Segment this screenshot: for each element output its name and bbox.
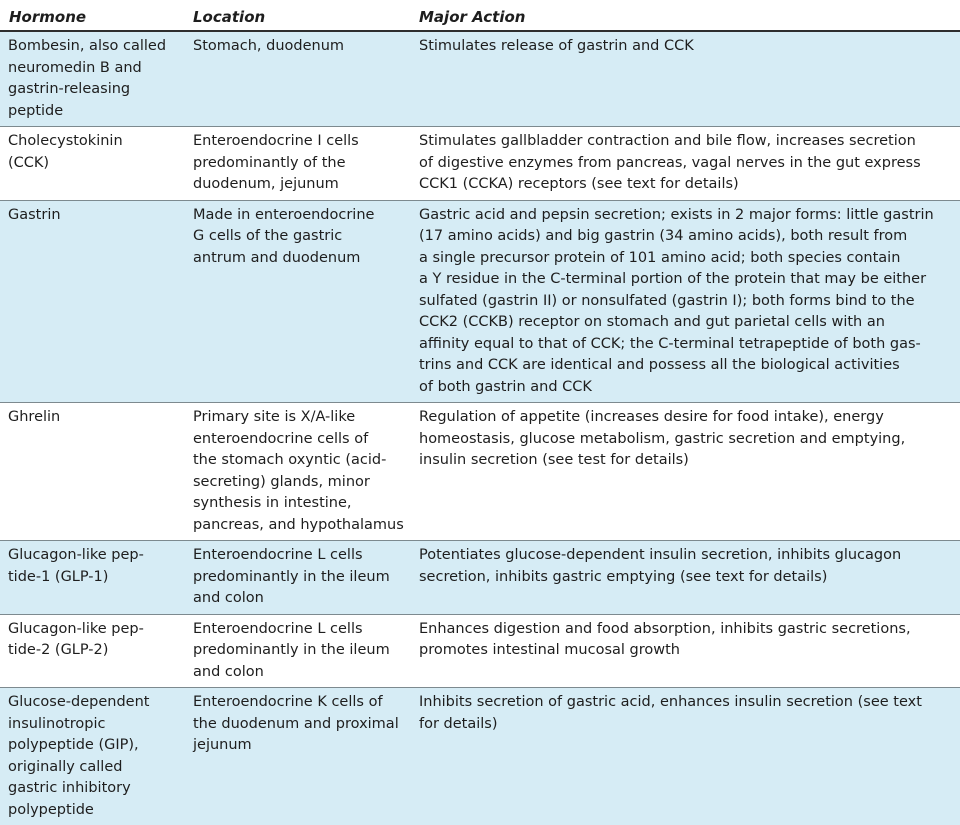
header-location: Location — [184, 0, 410, 31]
location-cell: Enteroendocrine L cells predominantly in the ileum and colon — [184, 541, 410, 615]
hormone-cell: Glucagon-like pep- tide-1 (GLP-1) — [0, 541, 184, 615]
location-cell: Made in enteroendocrine G cells of the gastric antrum and duodenum — [184, 200, 410, 403]
action-cell: Potentiates glucose-dependent insulin secretion, inhibits glucagon secretion, inhibits gastric emptying (see text for details) — [410, 541, 960, 615]
hormone-cell: Bombesin, also called neuromedin B and gastrin-releasing peptide — [0, 31, 184, 127]
action-cell: Gastric acid and pepsin secretion; exists in 2 major forms: little gastrin (17 amino acids) and big gastrin (34 amino acids), both result from a single precursor protein of 101 amino acid; both species contain a Y residue in the C-terminal portion of the protein that may be either sulfated (gastrin II) or nonsulfated (gastrin I); both forms bind to the CCK2 (CCKB) receptor on stomach and gut parietal cells with an affinity equal to that of CCK; the C-terminal tetrapeptide of both gas- trins and CCK are identical and possess all the biological activities of both gastrin and CCK — [410, 200, 960, 403]
table-row — [0, 200, 960, 403]
table-header — [0, 0, 960, 31]
location-cell: Enteroendocrine K cells of the duodenum and proximal jejunum — [184, 688, 410, 825]
table-row — [0, 614, 960, 688]
header-hormone: Hormone — [0, 0, 184, 31]
header-row — [0, 0, 960, 31]
hormone-cell: Glucose-dependent insulinotropic polypeptide (GIP), originally called gastric inhibitory polypeptide — [0, 688, 184, 825]
hormone-cell: Ghrelin — [0, 403, 184, 541]
action-cell: Stimulates release of gastrin and CCK — [410, 31, 960, 127]
location-cell: Enteroendocrine I cells predominantly of the duodenum, jejunum — [184, 127, 410, 201]
table-body — [0, 31, 960, 825]
header-major-action: Major Action — [410, 0, 960, 31]
location-cell: Stomach, duodenum — [184, 31, 410, 127]
table-row — [0, 403, 960, 541]
hormone-cell: Gastrin — [0, 200, 184, 403]
table-row — [0, 31, 960, 127]
action-cell: Regulation of appetite (increases desire for food intake), energy homeostasis, glucose metabolism, gastric secretion and emptying, insulin secretion (see test for details) — [410, 403, 960, 541]
table-row — [0, 127, 960, 201]
table-row — [0, 688, 960, 825]
action-cell: Stimulates gallbladder contraction and bile flow, increases secretion of digestive enzymes from pancreas, vagal nerves in the gut express CCK1 (CCKA) receptors (see text for details) — [410, 127, 960, 201]
hormone-cell: Glucagon-like pep- tide-2 (GLP-2) — [0, 614, 184, 688]
table-row — [0, 541, 960, 615]
hormone-cell: Cholecystokinin (CCK) — [0, 127, 184, 201]
action-cell: Inhibits secretion of gastric acid, enhances insulin secretion (see text for details) — [410, 688, 960, 825]
action-cell: Enhances digestion and food absorption, inhibits gastric secretions, promotes intestinal mucosal growth — [410, 614, 960, 688]
location-cell: Primary site is X/A-like enteroendocrine cells of the stomach oxyntic (acid- secreting) glands, minor synthesis in intestine, pancreas, and hypothalamus — [184, 403, 410, 541]
location-cell: Enteroendocrine L cells predominantly in the ileum and colon — [184, 614, 410, 688]
